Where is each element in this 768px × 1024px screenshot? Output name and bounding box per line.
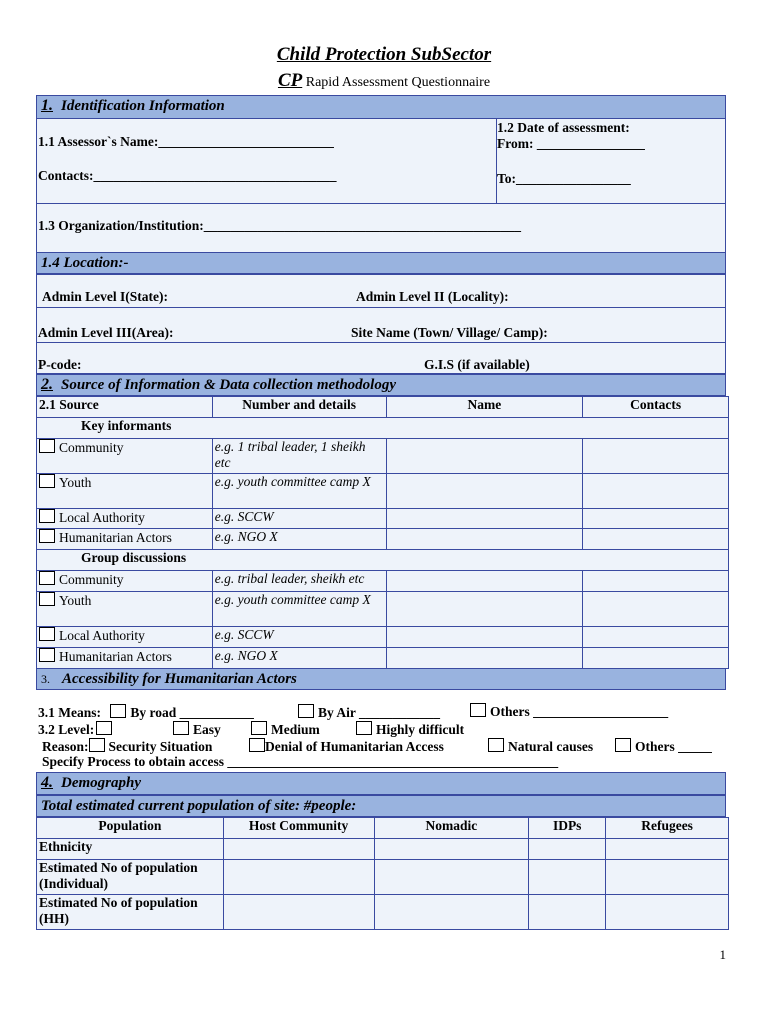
data-cell[interactable]: [606, 839, 729, 860]
section-number: 2.: [41, 376, 53, 393]
group-discussions-subheader: Group discussions: [37, 550, 729, 571]
cp-label: CP: [277, 70, 303, 91]
name-cell[interactable]: [386, 592, 583, 627]
denial-label: Denial of Humanitarian Access: [265, 739, 444, 754]
contacts-cell[interactable]: [583, 509, 729, 529]
contacts-cell[interactable]: [583, 571, 729, 592]
sources-table: [36, 396, 729, 669]
by-road-checkbox[interactable]: [110, 704, 126, 718]
section-1-header: [36, 95, 726, 119]
row-label: Estimated No of population (HH): [37, 895, 224, 930]
column-header: Name: [386, 397, 583, 418]
means-label: 3.1 Means:: [38, 705, 101, 720]
easy-option: [173, 721, 221, 738]
source-label: Youth: [59, 475, 92, 490]
checkbox[interactable]: [39, 648, 55, 662]
denial-checkbox[interactable]: [249, 738, 265, 752]
contacts-field[interactable]: Contacts:____________________________________: [38, 168, 337, 183]
data-cell[interactable]: [374, 839, 529, 860]
data-cell[interactable]: [529, 895, 606, 930]
data-cell[interactable]: [223, 839, 374, 860]
section-2-header: [36, 374, 726, 396]
date-label: 1.2 Date of assessment:: [497, 120, 630, 135]
section-3-header: [36, 668, 726, 690]
detail-example: e.g. youth committee camp X: [212, 474, 386, 509]
detail-example: e.g. SCCW: [212, 627, 386, 648]
contacts-cell[interactable]: [583, 529, 729, 550]
subtitle-text: Rapid Assessment Questionnaire: [305, 75, 491, 90]
column-header: 2.1 Source: [37, 397, 213, 418]
assessor-box: [36, 118, 497, 204]
table-row: [37, 839, 729, 860]
by-air-option: [298, 704, 440, 721]
column-header: Refugees: [606, 818, 729, 839]
by-air-checkbox[interactable]: [298, 704, 314, 718]
admin-level-1-field[interactable]: Admin Level I(State):: [42, 289, 168, 304]
contacts-cell[interactable]: [583, 627, 729, 648]
highly-difficult-checkbox[interactable]: [356, 721, 372, 735]
column-header: Host Community: [223, 818, 374, 839]
row-label: Estimated No of population (Individual): [37, 860, 224, 895]
row-label: Ethnicity: [37, 839, 224, 860]
name-cell[interactable]: [386, 571, 583, 592]
natural-checkbox[interactable]: [488, 738, 504, 752]
data-cell[interactable]: [374, 895, 529, 930]
checkbox[interactable]: [39, 571, 55, 585]
name-cell[interactable]: [386, 529, 583, 550]
data-cell[interactable]: [223, 860, 374, 895]
others-option: [470, 703, 668, 720]
admin-level-3-field[interactable]: Admin Level III(Area):: [38, 325, 174, 340]
section-title: Source of Information & Data collection methodology: [61, 377, 397, 393]
organization-field[interactable]: 1.3 Organization/Institution:_______________________________________________: [38, 218, 522, 233]
document-subtitle: [0, 70, 768, 92]
column-header: Contacts: [583, 397, 729, 418]
name-cell[interactable]: [386, 439, 583, 474]
detail-example: e.g. 1 tribal leader, 1 sheikh etc: [212, 439, 386, 474]
table-row: [37, 895, 729, 930]
table-row: [37, 571, 729, 592]
table-row: [37, 648, 729, 669]
table-header-row: [37, 818, 729, 839]
checkbox[interactable]: [39, 592, 55, 606]
section-title: Demography: [61, 775, 141, 791]
easy-label: Easy: [193, 722, 221, 737]
date-to-field[interactable]: To:_________________: [497, 171, 631, 186]
source-label: Community: [59, 572, 124, 587]
source-label: Humanitarian Actors: [59, 530, 172, 545]
name-cell[interactable]: [386, 509, 583, 529]
highly-difficult-option: [356, 721, 464, 738]
others-reason-label: Others _____: [635, 739, 712, 754]
contacts-cell[interactable]: [583, 592, 729, 627]
security-checkbox[interactable]: [89, 738, 105, 752]
natural-option: [488, 738, 593, 755]
reason-label: Reason:: [42, 739, 89, 754]
total-population-label: Total estimated current population of site: #people:: [41, 798, 357, 814]
total-population-band: [36, 795, 726, 817]
table-row: [37, 627, 729, 648]
section-number: 1.: [41, 97, 53, 114]
table-row: [37, 509, 729, 529]
gis-field[interactable]: G.I.S (if available): [424, 357, 530, 372]
data-cell[interactable]: [606, 895, 729, 930]
detail-example: e.g. NGO X: [212, 529, 386, 550]
data-cell[interactable]: [529, 839, 606, 860]
checkbox[interactable]: [39, 627, 55, 641]
column-header: IDPs: [529, 818, 606, 839]
contacts-cell[interactable]: [583, 439, 729, 474]
detail-example: e.g. NGO X: [212, 648, 386, 669]
location-row-3: [36, 342, 726, 374]
data-cell[interactable]: [606, 860, 729, 895]
by-road-label: By road ___________: [130, 705, 254, 720]
demography-table: [36, 817, 729, 930]
medium-option: [251, 721, 320, 738]
checkbox[interactable]: [39, 529, 55, 543]
detail-example: e.g. tribal leader, sheikh etc: [212, 571, 386, 592]
column-header: Nomadic: [374, 818, 529, 839]
others-reason-checkbox[interactable]: [615, 738, 631, 752]
section-number: 4.: [41, 774, 53, 791]
name-cell[interactable]: [386, 627, 583, 648]
checkbox[interactable]: [39, 439, 55, 453]
natural-label: Natural causes: [508, 739, 594, 754]
by-air-label: By Air ____________: [318, 705, 441, 720]
table-row: [37, 592, 729, 627]
location-header: [36, 252, 726, 274]
others-checkbox[interactable]: [470, 703, 486, 717]
name-cell[interactable]: [386, 474, 583, 509]
level-label: 3.2 Level:: [38, 722, 95, 737]
means-row: [38, 704, 254, 721]
denial-option: [249, 738, 444, 755]
table-row: [37, 439, 729, 474]
reason-row: [42, 738, 212, 755]
contacts-cell[interactable]: [583, 474, 729, 509]
date-from-field[interactable]: From: ________________: [497, 136, 645, 151]
level-checkbox[interactable]: [96, 721, 112, 735]
source-label: Local Authority: [59, 510, 145, 525]
medium-label: Medium: [271, 722, 320, 737]
data-cell[interactable]: [529, 860, 606, 895]
column-header: Number and details: [212, 397, 386, 418]
section-title: Accessibility for Humanitarian Actors: [62, 671, 297, 687]
specify-process-field[interactable]: Specify Process to obtain access _________________________________________________: [42, 754, 559, 769]
medium-checkbox[interactable]: [251, 721, 267, 735]
column-header: Population: [37, 818, 224, 839]
source-label: Humanitarian Actors: [59, 649, 172, 664]
source-label: Local Authority: [59, 628, 145, 643]
easy-checkbox[interactable]: [173, 721, 189, 735]
admin-level-2-field[interactable]: Admin Level II (Locality):: [356, 289, 509, 304]
security-label: Security Situation: [108, 739, 213, 754]
section-title: Identification Information: [61, 98, 225, 114]
level-row: [38, 721, 116, 738]
name-cell[interactable]: [386, 648, 583, 669]
others-label: Others ____________________: [490, 704, 669, 719]
checkbox[interactable]: [39, 474, 55, 488]
others-reason-option: [615, 738, 712, 755]
section-4-header: [36, 772, 726, 795]
source-label: Youth: [59, 593, 92, 608]
document-title: Child Protection SubSector: [276, 44, 492, 65]
key-informants-subheader: Key informants: [37, 418, 729, 439]
checkbox[interactable]: [39, 509, 55, 523]
table-row: [37, 529, 729, 550]
contacts-cell[interactable]: [583, 648, 729, 669]
table-row: [37, 474, 729, 509]
section-number: 3.: [41, 672, 50, 686]
table-header-row: [37, 397, 729, 418]
data-cell[interactable]: [223, 895, 374, 930]
detail-example: e.g. SCCW: [212, 509, 386, 529]
data-cell[interactable]: [374, 860, 529, 895]
page-number: 1: [719, 947, 726, 962]
table-row: [37, 860, 729, 895]
pcode-field[interactable]: P-code:: [38, 357, 82, 372]
highly-difficult-label: Highly difficult: [376, 722, 465, 737]
section-title: 1.4 Location:-: [41, 255, 129, 271]
assessor-name-field[interactable]: 1.1 Assessor`s Name:__________________________: [38, 134, 334, 149]
source-label: Community: [59, 440, 124, 455]
site-name-field[interactable]: Site Name (Town/ Village/ Camp):: [351, 325, 548, 340]
detail-example: e.g. youth committee camp X: [212, 592, 386, 627]
